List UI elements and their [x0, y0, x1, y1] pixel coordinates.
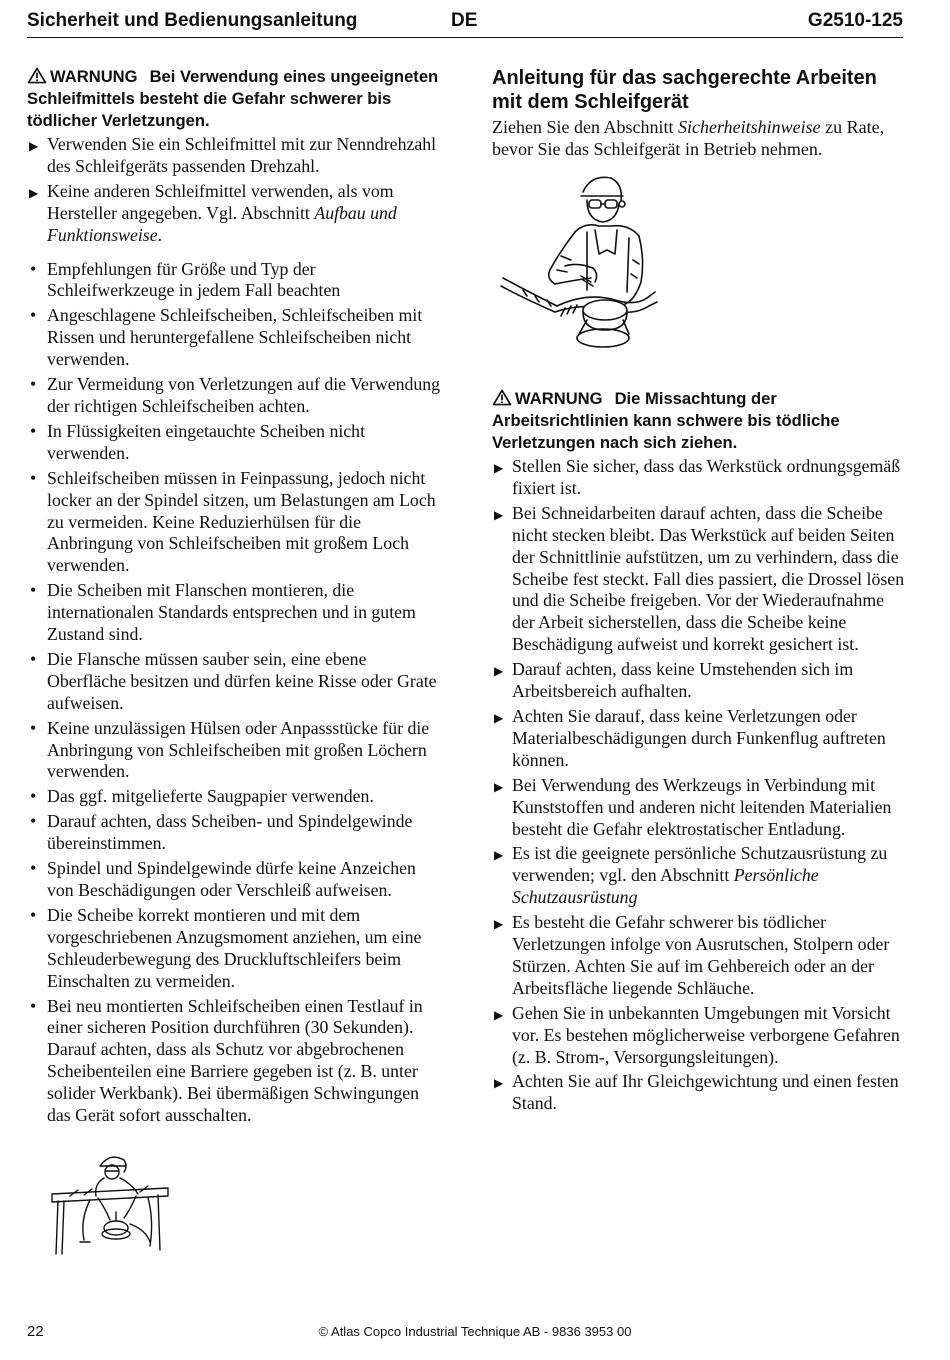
arrow-right-icon: ▶ [494, 507, 504, 522]
warning-triangle-icon [492, 389, 512, 406]
list-item: ▶ Darauf achten, dass keine Umstehenden sich im Arbeitsbereich aufhalten. [494, 659, 854, 702]
list-item: ▶ Bei Verwendung des Werkzeugs in Verbindung mit Kunststoffen und anderen nicht leitenden Materialien besteht die Gefahr elektrostatischer Entladung. [494, 774, 892, 839]
arrow-right-icon: ▶ [494, 848, 504, 863]
list-item: • Das ggf. mitgelieferte Saugpapier verwenden. [30, 786, 374, 807]
arrow-right-icon: ▶ [494, 461, 504, 475]
bullet-icon: • [30, 717, 37, 738]
header-divider [27, 37, 903, 38]
arrow-right-icon: ▶ [494, 664, 504, 679]
bullet-icon: • [30, 904, 37, 925]
bullet-icon: • [30, 580, 37, 601]
bullet-icon: • [30, 305, 37, 326]
worker-grinder-illustration [495, 170, 665, 360]
list-item: • Darauf achten, dass Scheiben- und Spindelgewinde übereinstimmen. [30, 811, 413, 854]
arrow-right-icon: ▶ [29, 139, 39, 153]
left-arrow-list [27, 134, 445, 247]
list-item: • Angeschlagene Schleifscheiben, Schleifscheiben mit Rissen und heruntergefallene Schleifscheiben nicht verwenden. [30, 305, 423, 370]
arrow-right-icon: ▶ [29, 185, 39, 200]
right-column [492, 66, 906, 160]
list-item: ▶ Achten Sie auf Ihr Gleichgewichtung und einen festen Stand. [494, 1071, 899, 1114]
list-item: ▶ Stellen Sie sicher, dass das Werkstück ordnungsgemäß fixiert ist. [494, 456, 901, 498]
page-header [27, 10, 903, 40]
bullet-icon: • [30, 995, 37, 1016]
warning-label: WARNUNG [50, 67, 138, 86]
header-product-code: G2510-125 [807, 10, 903, 31]
list-item: • Zur Vermeidung von Verletzungen auf die Verwendung der richtigen Schleifscheiben achten. [30, 374, 441, 416]
list-item: • Bei neu montierten Schleifscheiben einen Testlauf in einer sicheren Position durchführen (30 Sekunden). Darauf achten, dass als Schutz vor abgebrochenen Scheibenteilen eine Barriere gegeben ist (z. B. unter solider Werkbank). Bei übermäßigen Schwingungen das Gerät sofort ausschalten. [30, 995, 423, 1126]
right-warning-block [492, 388, 906, 454]
section-intro: Ziehen Sie den Abschnitt Sicherheitshinweise zu Rate, bevor Sie das Schleifgerät in Betrieb nehmen. [492, 117, 885, 159]
list-item: • Spindel und Spindelgewinde dürfe keine Anzeichen von Beschädigungen oder Verschleiß aufweisen. [30, 858, 416, 900]
list-item: ▶ Keine anderen Schleifmittel verwenden, als vom Hersteller angegeben. Vgl. Abschnitt Aufbau und Funktionsweise. [29, 180, 397, 245]
left-warning-block [27, 66, 445, 132]
section-reference: Sicherheitshinweise [677, 117, 821, 137]
arrow-right-icon: ▶ [494, 710, 504, 725]
bullet-icon: • [30, 811, 37, 832]
footer-copyright: © Atlas Copco Industrial Technique AB - 9836 3953 00 [318, 1324, 632, 1339]
list-item: • Empfehlungen für Größe und Typ der Schleifwerkzeuge in jedem Fall beachten [30, 258, 341, 301]
list-item: • Die Scheibe korrekt montieren und mit dem vorgeschriebenen Anzugsmoment anziehen, um eine Schleuderbewegung des Druckluftschleifers beim Einschalten zu vermeiden. [30, 904, 422, 991]
list-item: ▶ Achten Sie darauf, dass keine Verletzungen oder Materialbeschädigungen durch Funkenflug auftreten können. [494, 705, 886, 770]
section-title: Anleitung für das sachgerechte Arbeiten mit dem Schleifgerät [492, 67, 877, 113]
test-run-illustration [50, 1150, 170, 1256]
page-number: 22 [27, 1323, 44, 1340]
section-reference: Aufbau und Funktionsweise [47, 202, 397, 245]
list-item: • Keine unzulässigen Hülsen oder Anpassstücke für die Anbringung von Schleifscheiben mit großen Löchern verwenden. [30, 717, 430, 782]
list-item: ▶ Es besteht die Gefahr schwerer bis tödlicher Verletzungen infolge von Ausrutschen, Stolpern oder Stürzen. Achten Sie auf im Gehbereich oder an der Arbeitsfläche liegende Schläuche. [494, 912, 890, 998]
header-language: DE [451, 10, 478, 31]
header-title: Sicherheit und Bedienungsanleitung [27, 10, 358, 31]
left-column [27, 66, 445, 1130]
arrow-right-icon: ▶ [494, 917, 504, 932]
bullet-icon: • [30, 374, 37, 395]
warning-triangle-icon [27, 67, 47, 84]
list-item: ▶ Gehen Sie in unbekannten Umgebungen mit Vorsicht vor. Es bestehen möglicherweise verborgene Gefahren (z. B. Strom-, Versorgungsleitungen). [494, 1002, 900, 1067]
warning-text: Bei Verwendung eines ungeeigneten Schleifmittels besteht die Gefahr schwerer bis tödlicher Verletzungen. [27, 67, 439, 130]
list-item: ▶ Es ist die geeignete persönliche Schutzausrüstung zu verwenden; vgl. den Abschnitt Persönliche Schutzausrüstung [494, 843, 888, 908]
arrow-right-icon: ▶ [494, 779, 504, 794]
right-warning-section [492, 388, 906, 1118]
list-item: ▶ Bei Schneidarbeiten darauf achten, dass die Scheibe nicht stecken bleibt. Das Werkstück auf beiden Seiten der Schnittlinie aufstützen, um zu verhindern, dass die Scheibe fest steckt. Fall dies passiert, die Drossel lösen und die Scheibe freigeben. Vor der Wiederaufnahme der Arbeit sicherstellen, dass die Scheibe keine Beschädigung aufweist und korrekt gesichert ist. [494, 502, 905, 655]
right-arrow-list [492, 456, 906, 1115]
arrow-right-icon: ▶ [494, 1076, 504, 1091]
bullet-icon: • [30, 858, 37, 879]
section-reference: Persönliche Schutzausrüstung [512, 865, 819, 908]
list-item: • Schleifscheiben müssen in Feinpassung, jedoch nicht locker an der Spindel sitzen, um Belastungen am Loch zu vermeiden. Keine Reduzierhülsen für die Anbringung von Schleifscheiben mit großem Loch verwenden. [30, 467, 436, 576]
list-item: • Die Flansche müssen sauber sein, eine ebene Oberfläche besitzen und dürfen keine Risse oder Grate aufweisen. [30, 648, 437, 713]
warning-label: WARNUNG [515, 389, 603, 408]
list-item: ▶ Verwenden Sie ein Schleifmittel mit zur Nenndrehzahl des Schleifgeräts passenden Drehzahl. [29, 134, 437, 176]
bullet-icon: • [30, 786, 37, 807]
arrow-right-icon: ▶ [494, 1007, 504, 1022]
list-item: • Die Scheiben mit Flanschen montieren, die internationalen Standards entsprechen und in gutem Zustand sind. [30, 580, 416, 645]
warning-text: Die Missachtung der Arbeitsrichtlinien kann schwere bis tödliche Verletzungen nach sich ziehen. [492, 389, 840, 452]
bullet-icon: • [30, 420, 37, 441]
bullet-icon: • [30, 648, 37, 669]
bullet-icon: • [30, 258, 37, 279]
left-bullet-list [27, 259, 445, 1127]
bullet-icon: • [30, 467, 37, 488]
list-item: • In Flüssigkeiten eingetauchte Scheiben nicht verwenden. [30, 420, 366, 463]
